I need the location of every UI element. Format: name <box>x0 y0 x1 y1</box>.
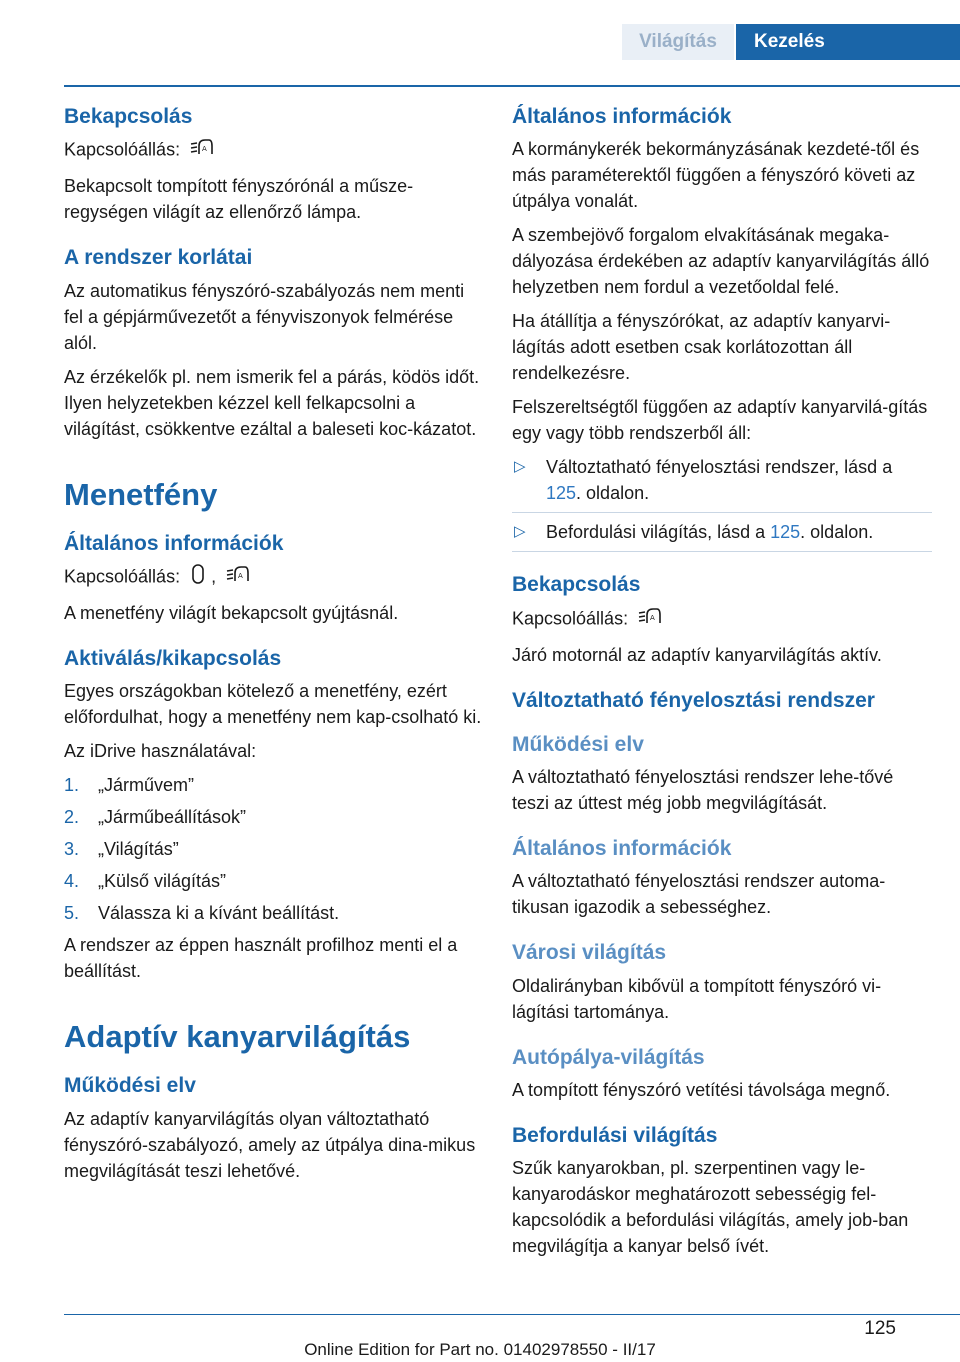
paragraph: Oldalirányban kibővül a tompított fényszóró vi-lágítási tartománya. <box>512 975 882 1022</box>
section-title: Általános információk <box>64 531 284 555</box>
list-item: 4. „Külső világítás” <box>64 871 227 892</box>
section-title: Bekapcsolás <box>512 573 641 597</box>
section-title: Befordulási világítás <box>512 1123 718 1147</box>
paragraph: A menetfény világít bekapcsolt gyújtásnál. <box>64 602 399 623</box>
paragraph: Szűk kanyarokban, pl. szerpentinen vagy le-kanyarodáskor meghatározott sebességig fel-kapcsolódik a befordulási világítás, amely job-ban megvilágítja a kanyar belső ívét. <box>512 1158 909 1256</box>
tab-chapter: Kezelés <box>736 24 960 60</box>
paragraph: Az érzékelők pl. nem ismerik fel a párás, ködös időt. Ilyen helyzetekben kézzel kell felkapcsolni a világítást, csökkentve ezáltal a baleseti koc-kázatot. <box>64 366 480 439</box>
paragraph: Járó motornál az adaptív kanyarvilágítás aktív. <box>512 644 882 665</box>
paragraph: A tompított fényszóró vetítési távolsága megnő. <box>512 1079 891 1100</box>
tab-section: Világítás <box>622 24 734 60</box>
switch-position <box>512 605 932 634</box>
switch-label: Kapcsolóállás: <box>64 139 181 160</box>
list-item: ▷ Változtatható fényelosztási rendszer, lásd a 125. oldalon. <box>512 454 932 513</box>
subsection-title: Autópálya-világítás <box>512 1045 705 1069</box>
section-title: A rendszer korlátai <box>64 246 253 270</box>
paragraph: A változtatható fényelosztási rendszer automa-tikusan igazodik a sebességhez. <box>512 871 886 918</box>
section-title: Változtatható fényelosztási rendszer <box>512 688 875 712</box>
svg-text:A: A <box>202 145 207 154</box>
list-item: 2. „Járműbeállítások” <box>64 807 247 828</box>
switch-label: Kapcsolóállás: <box>512 607 629 628</box>
list-item: 5. Válassza ki a kívánt beállítást. <box>64 903 340 924</box>
chapter-title: Menetfény <box>64 476 218 512</box>
paragraph: A rendszer az éppen használt profilhoz menti el a beállítást. <box>64 935 458 982</box>
chapter-title: Adaptív kanyarvilágítás <box>64 1019 411 1055</box>
switch-position <box>64 136 484 165</box>
step-list <box>64 772 484 926</box>
bullet-list <box>512 454 932 552</box>
auto-headlight-icon <box>637 605 663 634</box>
subsection-title: Működési elv <box>512 732 644 756</box>
paragraph: A kormánykerék bekormányzásának kezdeté-től és más paraméterektől függően a fényszóró követi az útpálya vonalát. <box>512 139 920 212</box>
section-title: Bekapcsolás <box>64 105 193 128</box>
paragraph: Egyes országokban kötelező a menetfény, ezért előfordulhat, hogy a menetfény nem kap-csolható ki. <box>64 681 482 728</box>
list-item: 3. „Világítás” <box>64 839 179 860</box>
paragraph: A szembejövő forgalom elvakításának megaka-dályozása érdekében az adaptív kanyarvilágítás álló helyzetben nem fordul a vezetőoldal felé. <box>512 225 930 298</box>
paragraph: Felszereltségtől függően az adaptív kanyarvilá-gítás egy vagy több rendszerből áll: <box>512 397 928 444</box>
paragraph: Bekapcsolt tompított fényszórónál a műsze-regységen világít az ellenőrző lámpa. <box>64 176 414 223</box>
switch-position <box>64 563 484 592</box>
subsection-title: Városi világítás <box>512 941 667 965</box>
page-number: 125 <box>864 1318 896 1339</box>
paragraph: Az iDrive használatával: <box>64 741 257 762</box>
triangle-bullet-icon: ▷ <box>514 458 526 476</box>
paragraph: A változtatható fényelosztási rendszer lehe-tővé teszi az úttest még jobb megvilágítását. <box>512 767 894 813</box>
paragraph: Az adaptív kanyarvilágítás olyan változtatható fényszóró-szabályozó, amely az útpálya dina-mikus megvilágítását teszi lehetővé. <box>64 1108 476 1181</box>
section-title: Aktiválás/kikapcsolás <box>64 646 282 670</box>
off-position-icon <box>189 563 207 592</box>
footer-rule <box>64 1314 960 1315</box>
edition-note: Online Edition for Part no. 01402978550 - II/17 <box>304 1340 656 1359</box>
header-bar <box>0 24 960 62</box>
separator: , <box>211 566 217 587</box>
subsection-title: Általános információk <box>512 837 732 860</box>
auto-headlight-icon <box>225 563 251 592</box>
left-column <box>64 104 484 1192</box>
section-title: Működési elv <box>64 1074 196 1098</box>
svg-text:A: A <box>650 613 655 622</box>
right-column <box>512 104 932 1267</box>
svg-text:A: A <box>238 571 243 580</box>
paragraph: Az automatikus fényszóró-szabályozás nem menti fel a gépjárművezetőt a fényviszonyok felmérése alól. <box>64 280 465 353</box>
switch-label: Kapcsolóállás: <box>64 566 181 587</box>
auto-headlight-icon <box>189 136 215 165</box>
section-title: Általános információk <box>512 105 732 128</box>
list-item: 1. „Járművem” <box>64 775 195 796</box>
paragraph: Ha átállítja a fényszórókat, az adaptív kanyarvi-lágítás adott esetben csak korlátozottan áll rendelkezésre. <box>512 311 891 384</box>
list-item: ▷ Befordulási világítás, lásd a 125. oldalon. <box>512 519 932 552</box>
triangle-bullet-icon: ▷ <box>514 523 526 541</box>
page-link[interactable]: 125 <box>546 483 577 504</box>
header-rule <box>64 85 960 87</box>
page-link[interactable]: 125 <box>770 522 801 543</box>
